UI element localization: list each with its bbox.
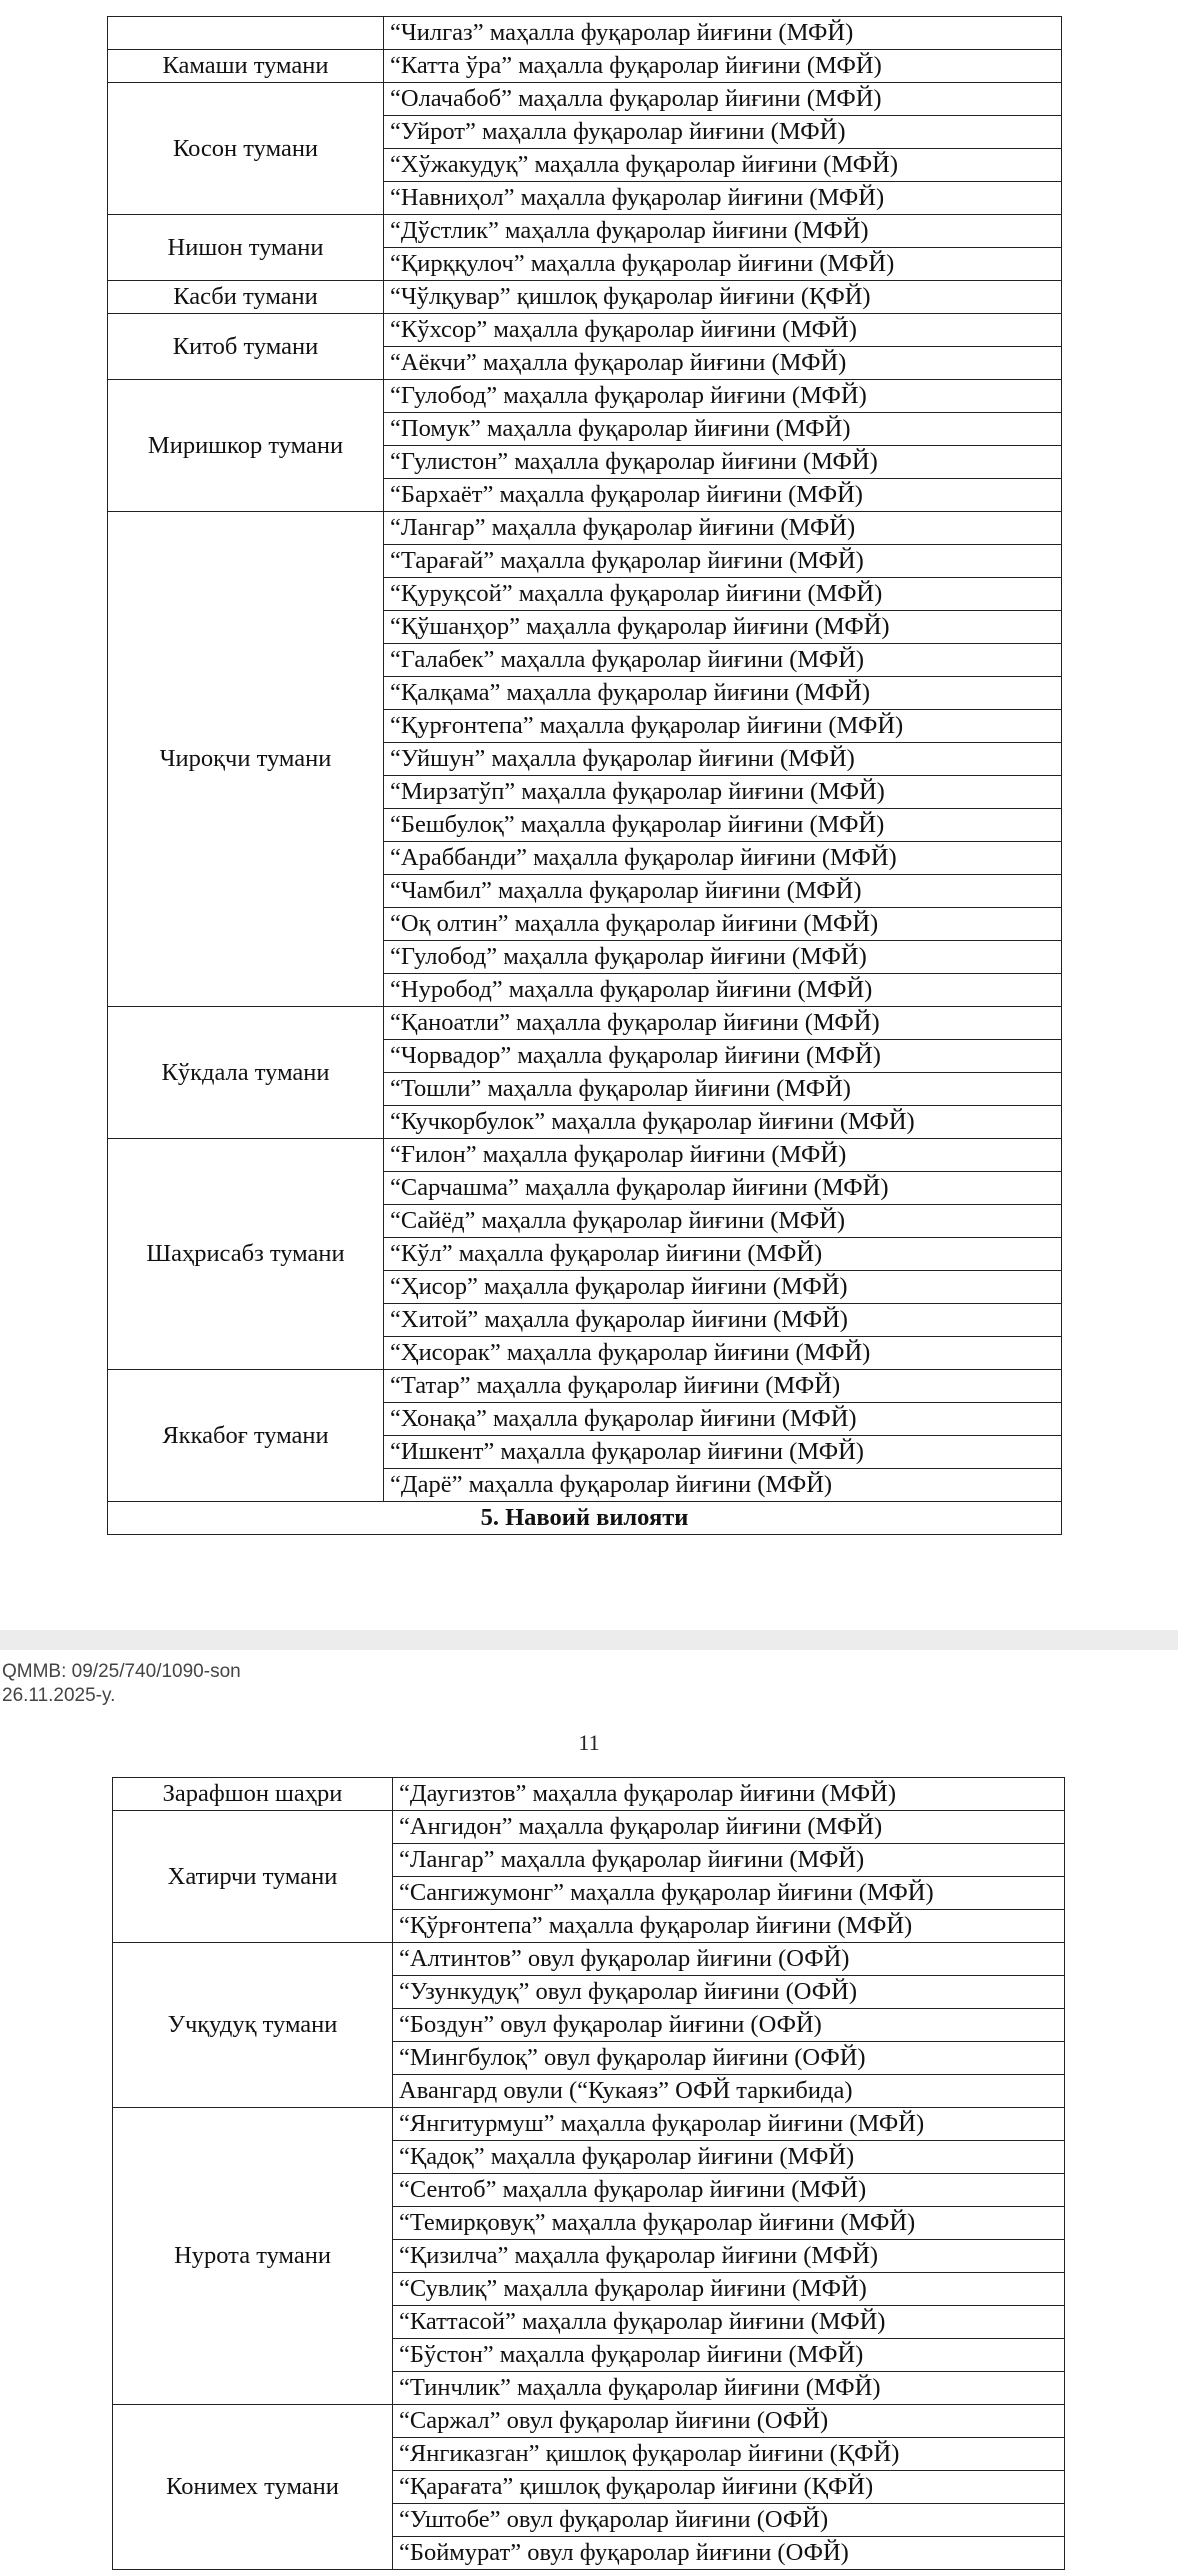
settlement-cell: “Хитой” маҳалла фуқаролар йиғини (МФЙ) xyxy=(384,1304,1062,1337)
table-row xyxy=(108,215,1062,248)
settlement-cell: “Тинчлик” маҳалла фуқаролар йиғини (МФЙ) xyxy=(393,2372,1065,2405)
settlement-cell: “Саржал” овул фуқаролар йиғини (ОФЙ) xyxy=(393,2405,1065,2438)
district-cell: Учқудуқ тумани xyxy=(113,1943,393,2108)
settlements-table-page-10 xyxy=(107,16,1062,1535)
settlement-cell: “Сарчашма” маҳалла фуқаролар йиғини (МФЙ) xyxy=(384,1172,1062,1205)
table-row xyxy=(108,1370,1062,1403)
table-row xyxy=(113,1778,1065,1811)
settlement-cell: “Ҳисорак” маҳалла фуқаролар йиғини (МФЙ) xyxy=(384,1337,1062,1370)
settlement-cell: “Кўхсор” маҳалла фуқаролар йиғини (МФЙ) xyxy=(384,314,1062,347)
settlement-cell: “Навниҳол” маҳалла фуқаролар йиғини (МФЙ) xyxy=(384,182,1062,215)
settlement-cell: “Темирқовуқ” маҳалла фуқаролар йиғини (МФЙ) xyxy=(393,2207,1065,2240)
settlement-cell: “Тошли” маҳалла фуқаролар йиғини (МФЙ) xyxy=(384,1073,1062,1106)
settlement-cell: “Янгиказган” қишлоқ фуқаролар йиғини (ҚФЙ) xyxy=(393,2438,1065,2471)
settlement-cell: “Сангижумонг” маҳалла фуқаролар йиғини (МФЙ) xyxy=(393,1877,1065,1910)
settlement-cell: “Сайёд” маҳалла фуқаролар йиғини (МФЙ) xyxy=(384,1205,1062,1238)
district-cell-continued xyxy=(108,17,384,50)
settlement-cell: “Қадоқ” маҳалла фуқаролар йиғини (МФЙ) xyxy=(393,2141,1065,2174)
settlement-cell: “Гулистон” маҳалла фуқаролар йиғини (МФЙ) xyxy=(384,446,1062,479)
settlement-cell: “Хонақа” маҳалла фуқаролар йиғини (МФЙ) xyxy=(384,1403,1062,1436)
settlement-cell: “Лангар” маҳалла фуқаролар йиғини (МФЙ) xyxy=(384,512,1062,545)
settlement-cell: “Оқ олтин” маҳалла фуқаролар йиғини (МФЙ) xyxy=(384,908,1062,941)
settlements-table-page-11 xyxy=(112,1777,1065,2570)
district-cell: Конимех тумани xyxy=(113,2405,393,2570)
settlement-cell: “Чорвадор” маҳалла фуқаролар йиғини (МФЙ) xyxy=(384,1040,1062,1073)
district-cell: Нишон тумани xyxy=(108,215,384,281)
settlement-cell: “Тарағай” маҳалла фуқаролар йиғини (МФЙ) xyxy=(384,545,1062,578)
page-separator xyxy=(0,1630,1178,1650)
settlement-cell: “Қирққулоч” маҳалла фуқаролар йиғини (МФЙ) xyxy=(384,248,1062,281)
settlement-cell: “Чилгаз” маҳалла фуқаролар йиғини (МФЙ) xyxy=(384,17,1062,50)
settlement-cell: “Қарағата” қишлоқ фуқаролар йиғини (ҚФЙ) xyxy=(393,2471,1065,2504)
table-row xyxy=(113,2405,1065,2438)
district-cell: Касби тумани xyxy=(108,281,384,314)
settlement-cell: “Узункудуқ” овул фуқаролар йиғини (ОФЙ) xyxy=(393,1976,1065,2009)
settlement-cell: “Дўстлик” маҳалла фуқаролар йиғини (МФЙ) xyxy=(384,215,1062,248)
settlement-cell: “Чамбил” маҳалла фуқаролар йиғини (МФЙ) xyxy=(384,875,1062,908)
region-heading: 5. Навоий вилояти xyxy=(108,1502,1062,1535)
district-cell: Китоб тумани xyxy=(108,314,384,380)
table-row xyxy=(108,1139,1062,1172)
settlement-cell: “Лангар” маҳалла фуқаролар йиғини (МФЙ) xyxy=(393,1844,1065,1877)
settlement-cell: “Бешбулоқ” маҳалла фуқаролар йиғини (МФЙ) xyxy=(384,809,1062,842)
district-cell: Миришкор тумани xyxy=(108,380,384,512)
table-row xyxy=(113,2108,1065,2141)
district-cell: Нурота тумани xyxy=(113,2108,393,2405)
settlement-cell: “Янгитурмуш” маҳалла фуқаролар йиғини (МФЙ) xyxy=(393,2108,1065,2141)
registration-number: QMMB: 09/25/740/1090-son xyxy=(2,1661,241,1682)
settlement-cell: “Катта ўра” маҳалла фуқаролар йиғини (МФЙ) xyxy=(384,50,1062,83)
settlement-cell: “Қурғонтепа” маҳалла фуқаролар йиғини (МФЙ) xyxy=(384,710,1062,743)
settlement-cell: “Каттасой” маҳалла фуқаролар йиғини (МФЙ) xyxy=(393,2306,1065,2339)
settlement-cell: “Араббанди” маҳалла фуқаролар йиғини (МФЙ) xyxy=(384,842,1062,875)
settlement-cell: “Кучкорбулок” маҳалла фуқаролар йиғини (МФЙ) xyxy=(384,1106,1062,1139)
settlement-cell: “Ғилон” маҳалла фуқаролар йиғини (МФЙ) xyxy=(384,1139,1062,1172)
district-cell: Хатирчи тумани xyxy=(113,1811,393,1943)
settlement-cell: “Мирзатўп” маҳалла фуқаролар йиғини (МФЙ) xyxy=(384,776,1062,809)
district-cell: Зарафшон шаҳри xyxy=(113,1778,393,1811)
settlement-cell: “Уйшун” маҳалла фуқаролар йиғини (МФЙ) xyxy=(384,743,1062,776)
settlement-cell: “Гулобод” маҳалла фуқаролар йиғини (МФЙ) xyxy=(384,380,1062,413)
settlement-cell: “Ангидон” маҳалла фуқаролар йиғини (МФЙ) xyxy=(393,1811,1065,1844)
settlement-cell: “Помук” маҳалла фуқаролар йиғини (МФЙ) xyxy=(384,413,1062,446)
district-cell: Яккабоғ тумани xyxy=(108,1370,384,1502)
settlement-cell: “Қўрғонтепа” маҳалла фуқаролар йиғини (МФЙ) xyxy=(393,1910,1065,1943)
settlement-cell: “Қалқама” маҳалла фуқаролар йиғини (МФЙ) xyxy=(384,677,1062,710)
table-row xyxy=(108,17,1062,50)
district-cell: Чироқчи тумани xyxy=(108,512,384,1007)
table-row xyxy=(113,1811,1065,1844)
settlement-cell: “Хўжакудуқ” маҳалла фуқаролар йиғини (МФЙ) xyxy=(384,149,1062,182)
settlement-cell: “Нуробод” маҳалла фуқаролар йиғини (МФЙ) xyxy=(384,974,1062,1007)
settlement-cell: “Дарё” маҳалла фуқаролар йиғини (МФЙ) xyxy=(384,1469,1062,1502)
settlement-cell: “Чўлқувар” қишлоқ фуқаролар йиғини (ҚФЙ) xyxy=(384,281,1062,314)
settlement-cell: “Бўстон” маҳалла фуқаролар йиғини (МФЙ) xyxy=(393,2339,1065,2372)
district-cell: Косон тумани xyxy=(108,83,384,215)
settlement-cell: “Сувлиқ” маҳалла фуқаролар йиғини (МФЙ) xyxy=(393,2273,1065,2306)
settlement-cell: “Галабек” маҳалла фуқаролар йиғини (МФЙ) xyxy=(384,644,1062,677)
table-row xyxy=(108,83,1062,116)
settlement-cell: “Сентоб” маҳалла фуқаролар йиғини (МФЙ) xyxy=(393,2174,1065,2207)
settlement-cell: “Боздун” овул фуқаролар йиғини (ОФЙ) xyxy=(393,2009,1065,2042)
settlement-cell: “Қуруқсой” маҳалла фуқаролар йиғини (МФЙ) xyxy=(384,578,1062,611)
registration-date: 26.11.2025-y. xyxy=(2,1685,116,1706)
table-row xyxy=(108,50,1062,83)
settlement-cell: Авангард овули (“Кукаяз” ОФЙ таркибида) xyxy=(393,2075,1065,2108)
table-row xyxy=(108,380,1062,413)
settlement-cell: “Қизилча” маҳалла фуқаролар йиғини (МФЙ) xyxy=(393,2240,1065,2273)
settlement-cell: “Ҳисор” маҳалла фуқаролар йиғини (МФЙ) xyxy=(384,1271,1062,1304)
page-number: 11 xyxy=(578,1730,600,1755)
settlement-cell: “Боймурат” овул фуқаролар йиғини (ОФЙ) xyxy=(393,2537,1065,2570)
settlement-cell: “Кўл” маҳалла фуқаролар йиғини (МФЙ) xyxy=(384,1238,1062,1271)
table-row xyxy=(108,281,1062,314)
settlement-cell: “Қўшанҳор” маҳалла фуқаролар йиғини (МФЙ) xyxy=(384,611,1062,644)
table-row xyxy=(113,1943,1065,1976)
settlement-cell: “Ишкент” маҳалла фуқаролар йиғини (МФЙ) xyxy=(384,1436,1062,1469)
settlement-cell: “Алтинтов” овул фуқаролар йиғини (ОФЙ) xyxy=(393,1943,1065,1976)
settlement-cell: “Даугизтов” маҳалла фуқаролар йиғини (МФЙ) xyxy=(393,1778,1065,1811)
settlement-cell: “Уштобе” овул фуқаролар йиғини (ОФЙ) xyxy=(393,2504,1065,2537)
table-row xyxy=(108,1502,1062,1535)
district-cell: Кўкдала тумани xyxy=(108,1007,384,1139)
table-row xyxy=(108,314,1062,347)
settlement-cell: “Бархаёт” маҳалла фуқаролар йиғини (МФЙ) xyxy=(384,479,1062,512)
settlement-cell: “Мингбулоқ” овул фуқаролар йиғини (ОФЙ) xyxy=(393,2042,1065,2075)
table-row xyxy=(108,512,1062,545)
settlement-cell: “Олачабоб” маҳалла фуқаролар йиғини (МФЙ) xyxy=(384,83,1062,116)
district-cell: Камаши тумани xyxy=(108,50,384,83)
settlement-cell: “Уйрот” маҳалла фуқаролар йиғини (МФЙ) xyxy=(384,116,1062,149)
table-row xyxy=(108,1007,1062,1040)
settlement-cell: “Татар” маҳалла фуқаролар йиғини (МФЙ) xyxy=(384,1370,1062,1403)
settlement-cell: “Гулобод” маҳалла фуқаролар йиғини (МФЙ) xyxy=(384,941,1062,974)
registration-stamp xyxy=(2,1660,241,1708)
district-cell: Шаҳрисабз тумани xyxy=(108,1139,384,1370)
settlement-cell: “Қаноатли” маҳалла фуқаролар йиғини (МФЙ) xyxy=(384,1007,1062,1040)
settlement-cell: “Аёкчи” маҳалла фуқаролар йиғини (МФЙ) xyxy=(384,347,1062,380)
